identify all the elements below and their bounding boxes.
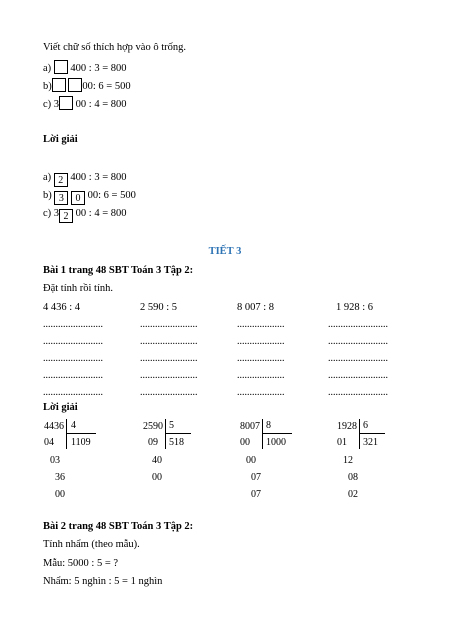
dot-line: ........................	[328, 370, 388, 381]
quotient-bar	[262, 433, 292, 434]
answer-box: 0	[71, 191, 85, 205]
solution-row-b	[43, 190, 136, 205]
divisor: 4	[71, 420, 76, 431]
step: 00	[55, 489, 65, 500]
step: 07	[251, 472, 261, 483]
solution-row-c	[43, 208, 127, 223]
division-bar	[262, 419, 263, 449]
dot-line: .......................	[140, 353, 198, 364]
bai2-instruction: Tính nhẩm (theo mẫu).	[43, 539, 140, 550]
step: 03	[50, 455, 60, 466]
dot-line: ........................	[43, 353, 103, 364]
solution-row-a	[43, 172, 127, 187]
intro-row-c	[43, 96, 127, 110]
dot-line: .......................	[140, 370, 198, 381]
row-label: c) 3	[43, 208, 60, 219]
dot-line: ........................	[328, 387, 388, 398]
quotient-bar	[359, 433, 385, 434]
problem-3: 8 007 : 8	[237, 302, 275, 313]
division-bar	[165, 419, 166, 449]
dot-line: ........................	[328, 319, 388, 330]
dot-line: ...................	[237, 370, 285, 381]
row-label: c) 3	[43, 99, 60, 110]
step: 01	[337, 437, 347, 448]
step: 12	[343, 455, 353, 466]
dot-line: ........................	[328, 336, 388, 347]
step: 40	[152, 455, 162, 466]
dot-line: .......................	[140, 336, 198, 347]
step: 00	[152, 472, 162, 483]
step: 00	[240, 437, 250, 448]
bai1-instruction: Đặt tính rồi tính.	[43, 283, 113, 294]
dot-line: ...................	[237, 336, 285, 347]
answer-box: 2	[54, 173, 68, 187]
dot-line: ........................	[43, 319, 103, 330]
row-label: a)	[43, 63, 52, 74]
step: 09	[148, 437, 158, 448]
blank-box[interactable]	[59, 96, 73, 110]
dot-line: .......................	[140, 319, 198, 330]
problem-4: 1 928 : 6	[336, 302, 374, 313]
bai2-heading: Bài 2 trang 48 SBT Toán 3 Tập 2:	[43, 521, 194, 532]
dividend: 8007	[240, 421, 260, 432]
row-label: b)	[43, 81, 52, 92]
bai1-heading: Bài 1 trang 48 SBT Toán 3 Tập 2:	[43, 265, 194, 276]
bai1-solution-heading: Lời giải	[43, 402, 78, 413]
divisor: 6	[363, 420, 368, 431]
quotient-bar	[165, 433, 191, 434]
bai2-mental-calc: Nhẩm: 5 nghìn : 5 = 1 nghìn	[43, 576, 163, 587]
dividend: 1928	[337, 421, 357, 432]
dot-line: ........................	[43, 387, 103, 398]
dividend: 4436	[44, 421, 64, 432]
solution-heading: Lời giải	[43, 134, 78, 145]
dot-line: ........................	[43, 336, 103, 347]
row-label: b)	[43, 190, 52, 201]
step: 07	[251, 489, 261, 500]
answer-box: 2	[59, 209, 73, 223]
blank-box[interactable]	[52, 78, 66, 92]
quotient: 518	[169, 437, 184, 448]
dot-line: .......................	[140, 387, 198, 398]
answer-box: 3	[54, 191, 68, 205]
division-bar	[359, 419, 360, 449]
step: 08	[348, 472, 358, 483]
step: 00	[246, 455, 256, 466]
intro-row-a	[43, 60, 127, 74]
row-equation: 400 : 3 = 800	[70, 172, 127, 183]
dot-line: ...................	[237, 387, 285, 398]
row-label: a)	[43, 172, 52, 183]
row-equation: 400 : 3 = 800	[70, 63, 127, 74]
step: 04	[44, 437, 54, 448]
divisor: 5	[169, 420, 174, 431]
blank-box[interactable]	[68, 78, 82, 92]
division-bar	[66, 419, 67, 449]
quotient-bar	[66, 433, 96, 434]
step: 36	[55, 472, 65, 483]
bai2-sample: Mẫu: 5000 : 5 = ?	[43, 558, 119, 569]
row-equation: 00: 6 = 500	[87, 190, 136, 201]
divisor: 8	[266, 420, 271, 431]
dot-line: ...................	[237, 353, 285, 364]
problem-1: 4 436 : 4	[43, 302, 81, 313]
intro-row-b	[43, 78, 131, 92]
quotient: 1000	[266, 437, 286, 448]
section-title: TIẾT 3	[208, 246, 242, 257]
dot-line: ...................	[237, 319, 285, 330]
row-equation: 00 : 4 = 800	[75, 208, 127, 219]
row-equation: 00 : 4 = 800	[75, 99, 127, 110]
instruction-text: Viết chữ số thích hợp vào ô trống.	[43, 42, 187, 53]
quotient: 321	[363, 437, 378, 448]
step: 02	[348, 489, 358, 500]
dividend: 2590	[143, 421, 163, 432]
dot-line: ........................	[43, 370, 103, 381]
row-equation: 00: 6 = 500	[82, 81, 131, 92]
quotient: 1109	[71, 437, 91, 448]
dot-line: ........................	[328, 353, 388, 364]
problem-2: 2 590 : 5	[140, 302, 178, 313]
blank-box[interactable]	[54, 60, 68, 74]
